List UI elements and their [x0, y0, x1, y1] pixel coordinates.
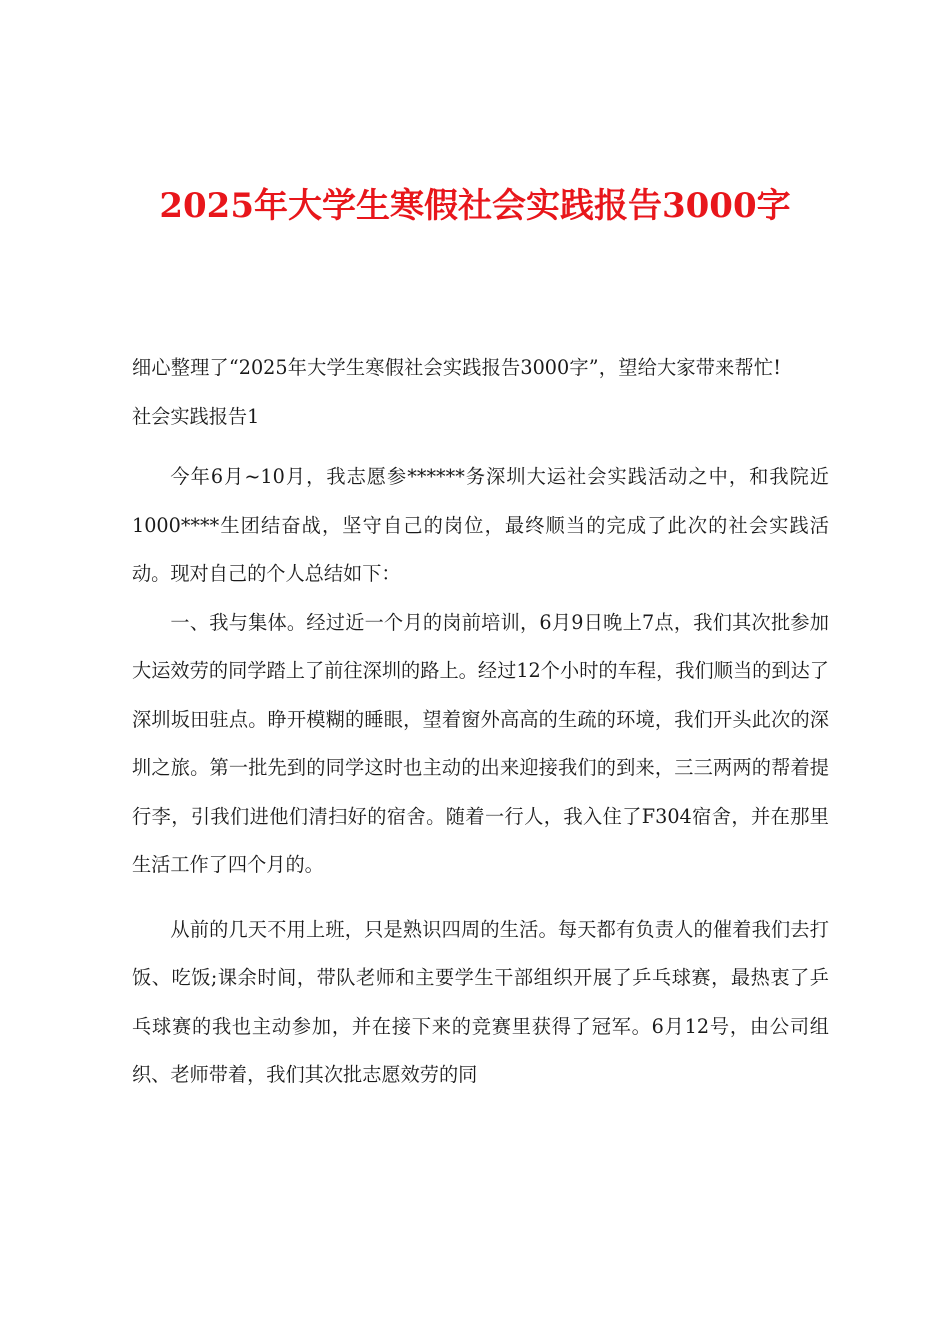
intro-paragraph	[132, 344, 829, 441]
paragraph-1: 今年6月~10月，我志愿参******务深圳大运社会实践活动之中，和我院近1000****生团结奋战，坚守自己的岗位，最终顺当的完成了此次的社会实践活动。现对自己的个人总结如下：	[132, 465, 829, 585]
paragraph-3: 从前的几天不用上班，只是熟识四周的生活。每天都有负责人的催着我们去打饭、吃饭;课余时间，带队老师和主要学生干部组织开展了乒乓球赛，最热衷了乒乓球赛的我也主动参加，并在接下来的竞赛里获得了冠军。6月12号，由公司组织、老师带着，我们其次批志愿效劳的同	[132, 917, 829, 1086]
section-heading: 社会实践报告1	[132, 404, 260, 428]
intro-text: 细心整理了“2025年大学生寒假社会实践报告3000字”，望给大家带来帮忙!	[132, 356, 781, 379]
paragraph-2: 一、我与集体。经过近一个月的岗前培训，6月9日晚上7点，我们其次批参加大运效劳的同学踏上了前往深圳的路上。经过12个小时的车程，我们顺当的到达了深圳坂田驻点。睁开模糊的睡眼，望着窗外高高的生疏的环境，我们开头此次的深圳之旅。第一批先到的同学这时也主动的出来迎接我们的到来，三三两两的帮着提行李，引我们进他们清扫好的宿舍。随着一行人，我入住了F304宿舍，并在那里生活工作了四个月的。	[132, 610, 829, 876]
document-title: 2025年大学生寒假社会实践报告3000字	[159, 186, 791, 226]
document-body	[132, 344, 829, 1100]
